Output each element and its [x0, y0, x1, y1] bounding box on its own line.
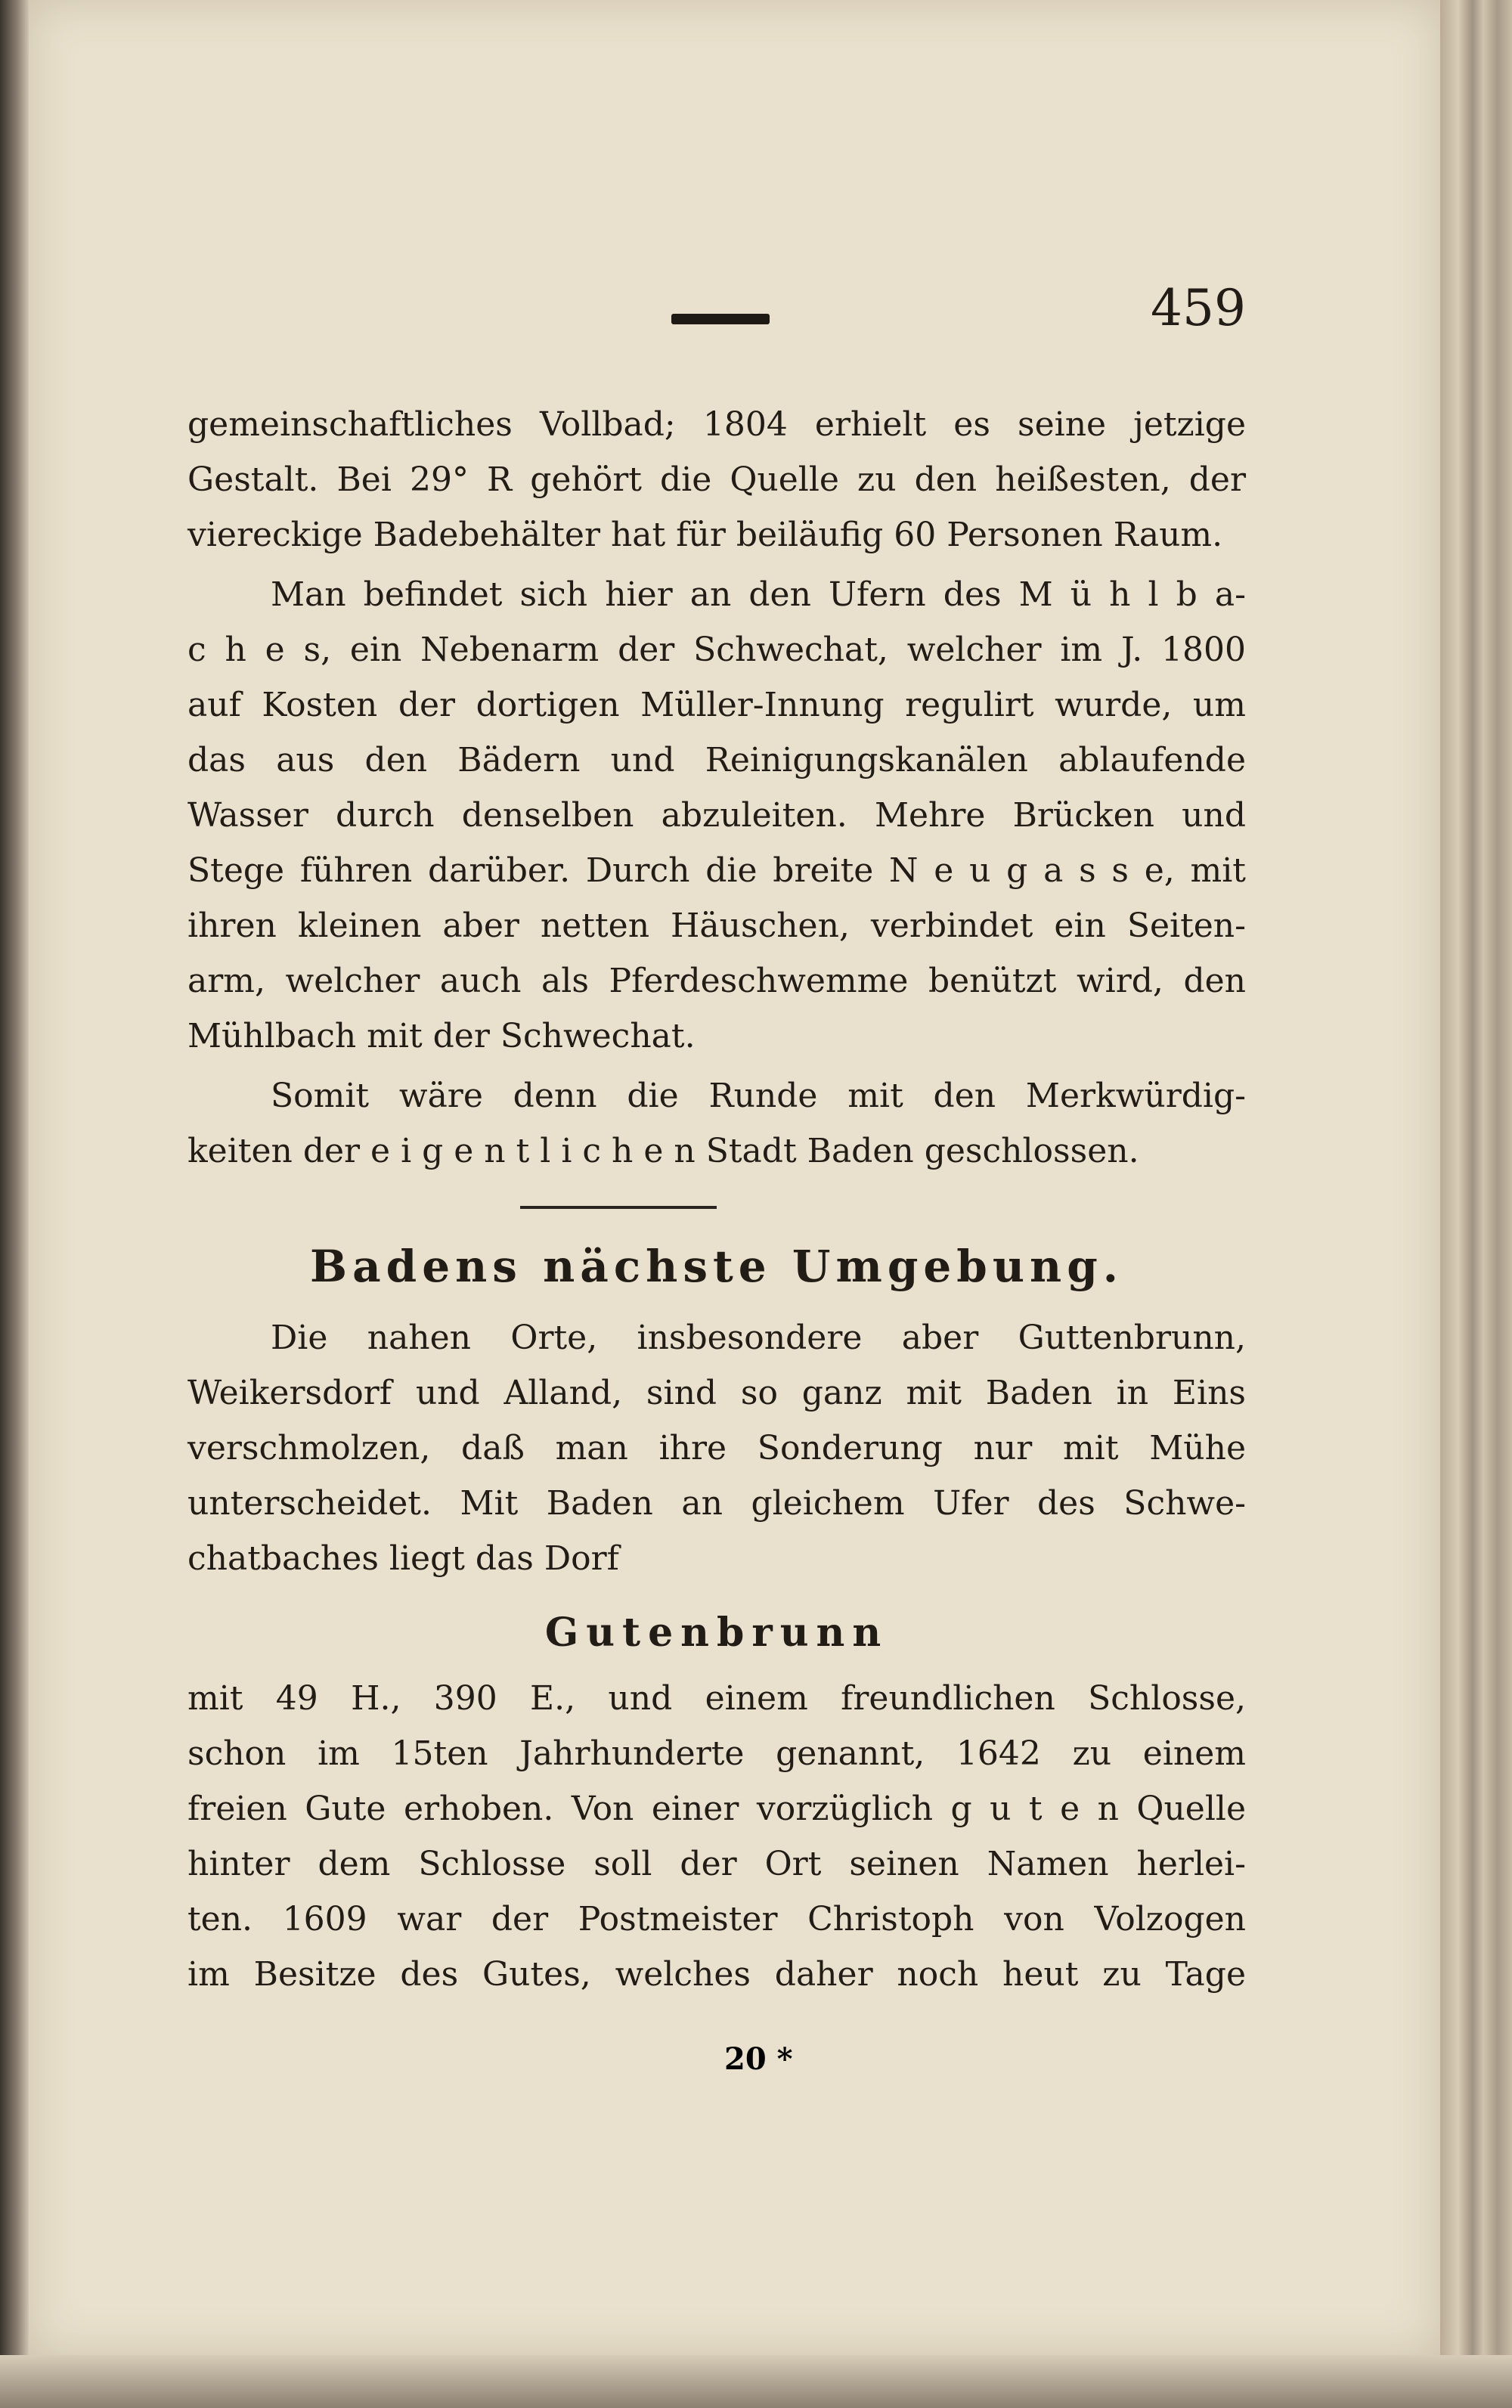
paragraph-2 [187, 567, 1246, 1064]
text-line: arm, welcher auch als Pferdeschwemme benützt wird, den [187, 962, 1246, 1000]
text-line: schon im 15ten Jahrhunderte genannt, 1642 zu einem [187, 1734, 1246, 1773]
section-heading: Badens nächste Umgebung. [310, 1241, 1123, 1292]
text-line: Man befindet sich hier an den Ufern des M ü h l b a- [271, 575, 1246, 614]
page-number: 459 [1151, 279, 1246, 337]
text-line: im Besitze des Gutes, welches daher noch heut zu Tage [187, 1955, 1246, 1994]
text-line: ten. 1609 war der Postmeister Christoph von Volzogen [187, 1900, 1246, 1938]
book-page [29, 0, 1440, 2355]
text-line: hinter dem Schlosse soll der Ort seinen Namen herlei- [187, 1845, 1246, 1883]
paragraph-1 [187, 397, 1246, 562]
text-line: unterscheidet. Mit Baden an gleichem Ufer des Schwe- [187, 1484, 1246, 1523]
place-heading: Gutenbrunn [544, 1610, 889, 1656]
text-line: keiten der e i g e n t l i c h e n Stadt Baden geschlossen. [187, 1132, 1139, 1170]
text-line: Die nahen Orte, insbesondere aber Guttenbrunn, [271, 1319, 1246, 1357]
text-line: freien Gute erhoben. Von einer vorzüglich g u t e n Quelle [187, 1790, 1246, 1828]
text-line: chatbaches liegt das Dorf [187, 1539, 619, 1578]
text-line: Wasser durch denselben abzuleiten. Mehre Brücken und [187, 796, 1246, 835]
text-line: ihren kleinen aber netten Häuschen, verbindet ein Seiten- [187, 906, 1246, 945]
page-header [187, 279, 1246, 397]
text-line: viereckige Badebehälter hat für beiläufig 60 Personen Raum. [187, 516, 1223, 554]
text-line: Weikersdorf und Alland, sind so ganz mit Baden in Eins [187, 1374, 1246, 1412]
page-stack-edge [1440, 0, 1512, 2408]
paragraph-3 [187, 1068, 1246, 1179]
section-separator [520, 1206, 717, 1209]
text-line: Mühlbach mit der Schwechat. [187, 1017, 696, 1055]
text-line: verschmolzen, daß man ihre Sonderung nur mit Mühe [187, 1429, 1246, 1467]
text-block [187, 279, 1246, 2007]
text-line: Gestalt. Bei 29° R gehört die Quelle zu den heißesten, der [187, 460, 1246, 499]
book-spine [0, 0, 29, 2408]
signature-mark: 20 * [724, 2041, 793, 2077]
text-line: das aus den Bädern und Reinigungskanälen ablaufende [187, 741, 1246, 779]
section-paragraph [187, 1310, 1246, 1586]
place-paragraph [187, 1671, 1246, 2002]
book-bottom-edge [0, 2355, 1512, 2408]
header-rule [671, 314, 770, 324]
text-line: Somit wäre denn die Runde mit den Merkwürdig- [271, 1077, 1246, 1115]
text-line: auf Kosten der dortigen Müller-Innung regulirt wurde, um [187, 686, 1246, 724]
text-line: gemeinschaftliches Vollbad; 1804 erhielt es seine jetzige [187, 405, 1246, 444]
text-line: mit 49 H., 390 E., und einem freundlichen Schlosse, [187, 1679, 1246, 1718]
text-line: Stege führen darüber. Durch die breite N e u g a s s e, mit [187, 851, 1246, 890]
text-line: c h e s, ein Nebenarm der Schwechat, welcher im J. 1800 [187, 631, 1246, 669]
